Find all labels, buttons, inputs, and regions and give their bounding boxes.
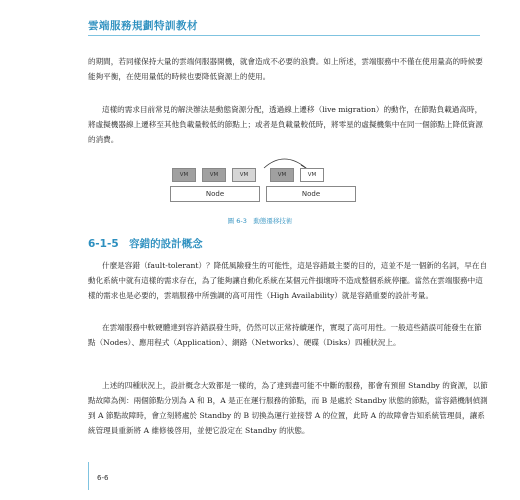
- section-heading: 6-1-5 容錯的設計概念: [88, 238, 203, 250]
- node-box-left: Node: [170, 186, 260, 202]
- vm-box: VM: [202, 168, 226, 182]
- paragraph-intro: 的期間，若同樣保持大量的雲端伺服器開機，就會造成不必要的浪費。如上所述，雲端服務中不僅在使用量高的時候要能夠平衡，在使用量低的時候也要降低資源上的使用。: [88, 57, 483, 81]
- vm-box-migrating: VM: [232, 168, 256, 182]
- page-number: 6-6: [97, 474, 109, 482]
- paragraph-failure-types: 在雲端服務中軟硬體達到容許錯誤發生時，仍然可以正常持續運作，實現了高可用性。一般這些錯誤可能發生在節點（Nodes）、應用程式（Application）、網路（Networks）、硬碟（Disks）四種狀況上。: [88, 323, 482, 347]
- vm-box: VM: [172, 168, 196, 182]
- live-migration-diagram: [170, 146, 390, 208]
- figure-caption: 圖 6-3 動態遷移技術: [227, 217, 293, 225]
- node-box-right: Node: [266, 186, 356, 202]
- header-divider: [88, 35, 480, 36]
- vm-box: VM: [270, 168, 294, 182]
- chapter-header-title: 雲端服務規劃特訓教材: [88, 20, 198, 32]
- paragraph-live-migration: 這樣的需求目前常見的解決辦法是動態資源分配，透過線上遷移（live migration）的動作，在節點負載過高時，將虛擬機器線上遷移至其他負載量較低的節點上；或者是負載量較低時，將零星的虛擬機集中在同一個節點上降低資源的消費。: [88, 105, 483, 144]
- page-margin-rule: [88, 462, 89, 490]
- vm-box-migrated: VM: [300, 168, 324, 182]
- paragraph-standby: 上述的四種狀況上，設計概念大致都是一樣的，為了達到盡可能不中斷的服務，都會有預留 Standby 的資源，以節點故障為例：兩個節點分別為 A 和 B，A 是正在運行服務的節點，而 B 是處於 Standby 狀態的節點，當容錯機制偵測到 A 節點故障時，會立刻將處於 Standby 的 B 切換為運行並接替 A 的位置，此時 A 的故障會告知系統管理員，讓系統管理員重新將 A 維修後啓用，並便它設定在 Standby 的狀態。: [88, 381, 488, 435]
- paragraph-fault-tolerant: 什麼是容錯（fault-tolerant）？降低風險發生的可能性，這是容錯最主要的目的，這並不是一個新的名詞，早在自動化系統中就有這樣的需求存在，為了能夠讓自動化系統在某個元件損壞時不造成整個系統停擺。當然在雲端服務中這樣的需求也是必要的，雲端服務中所強調的高可用性（High Availability）就是容錯重要的設計考量。: [88, 261, 488, 300]
